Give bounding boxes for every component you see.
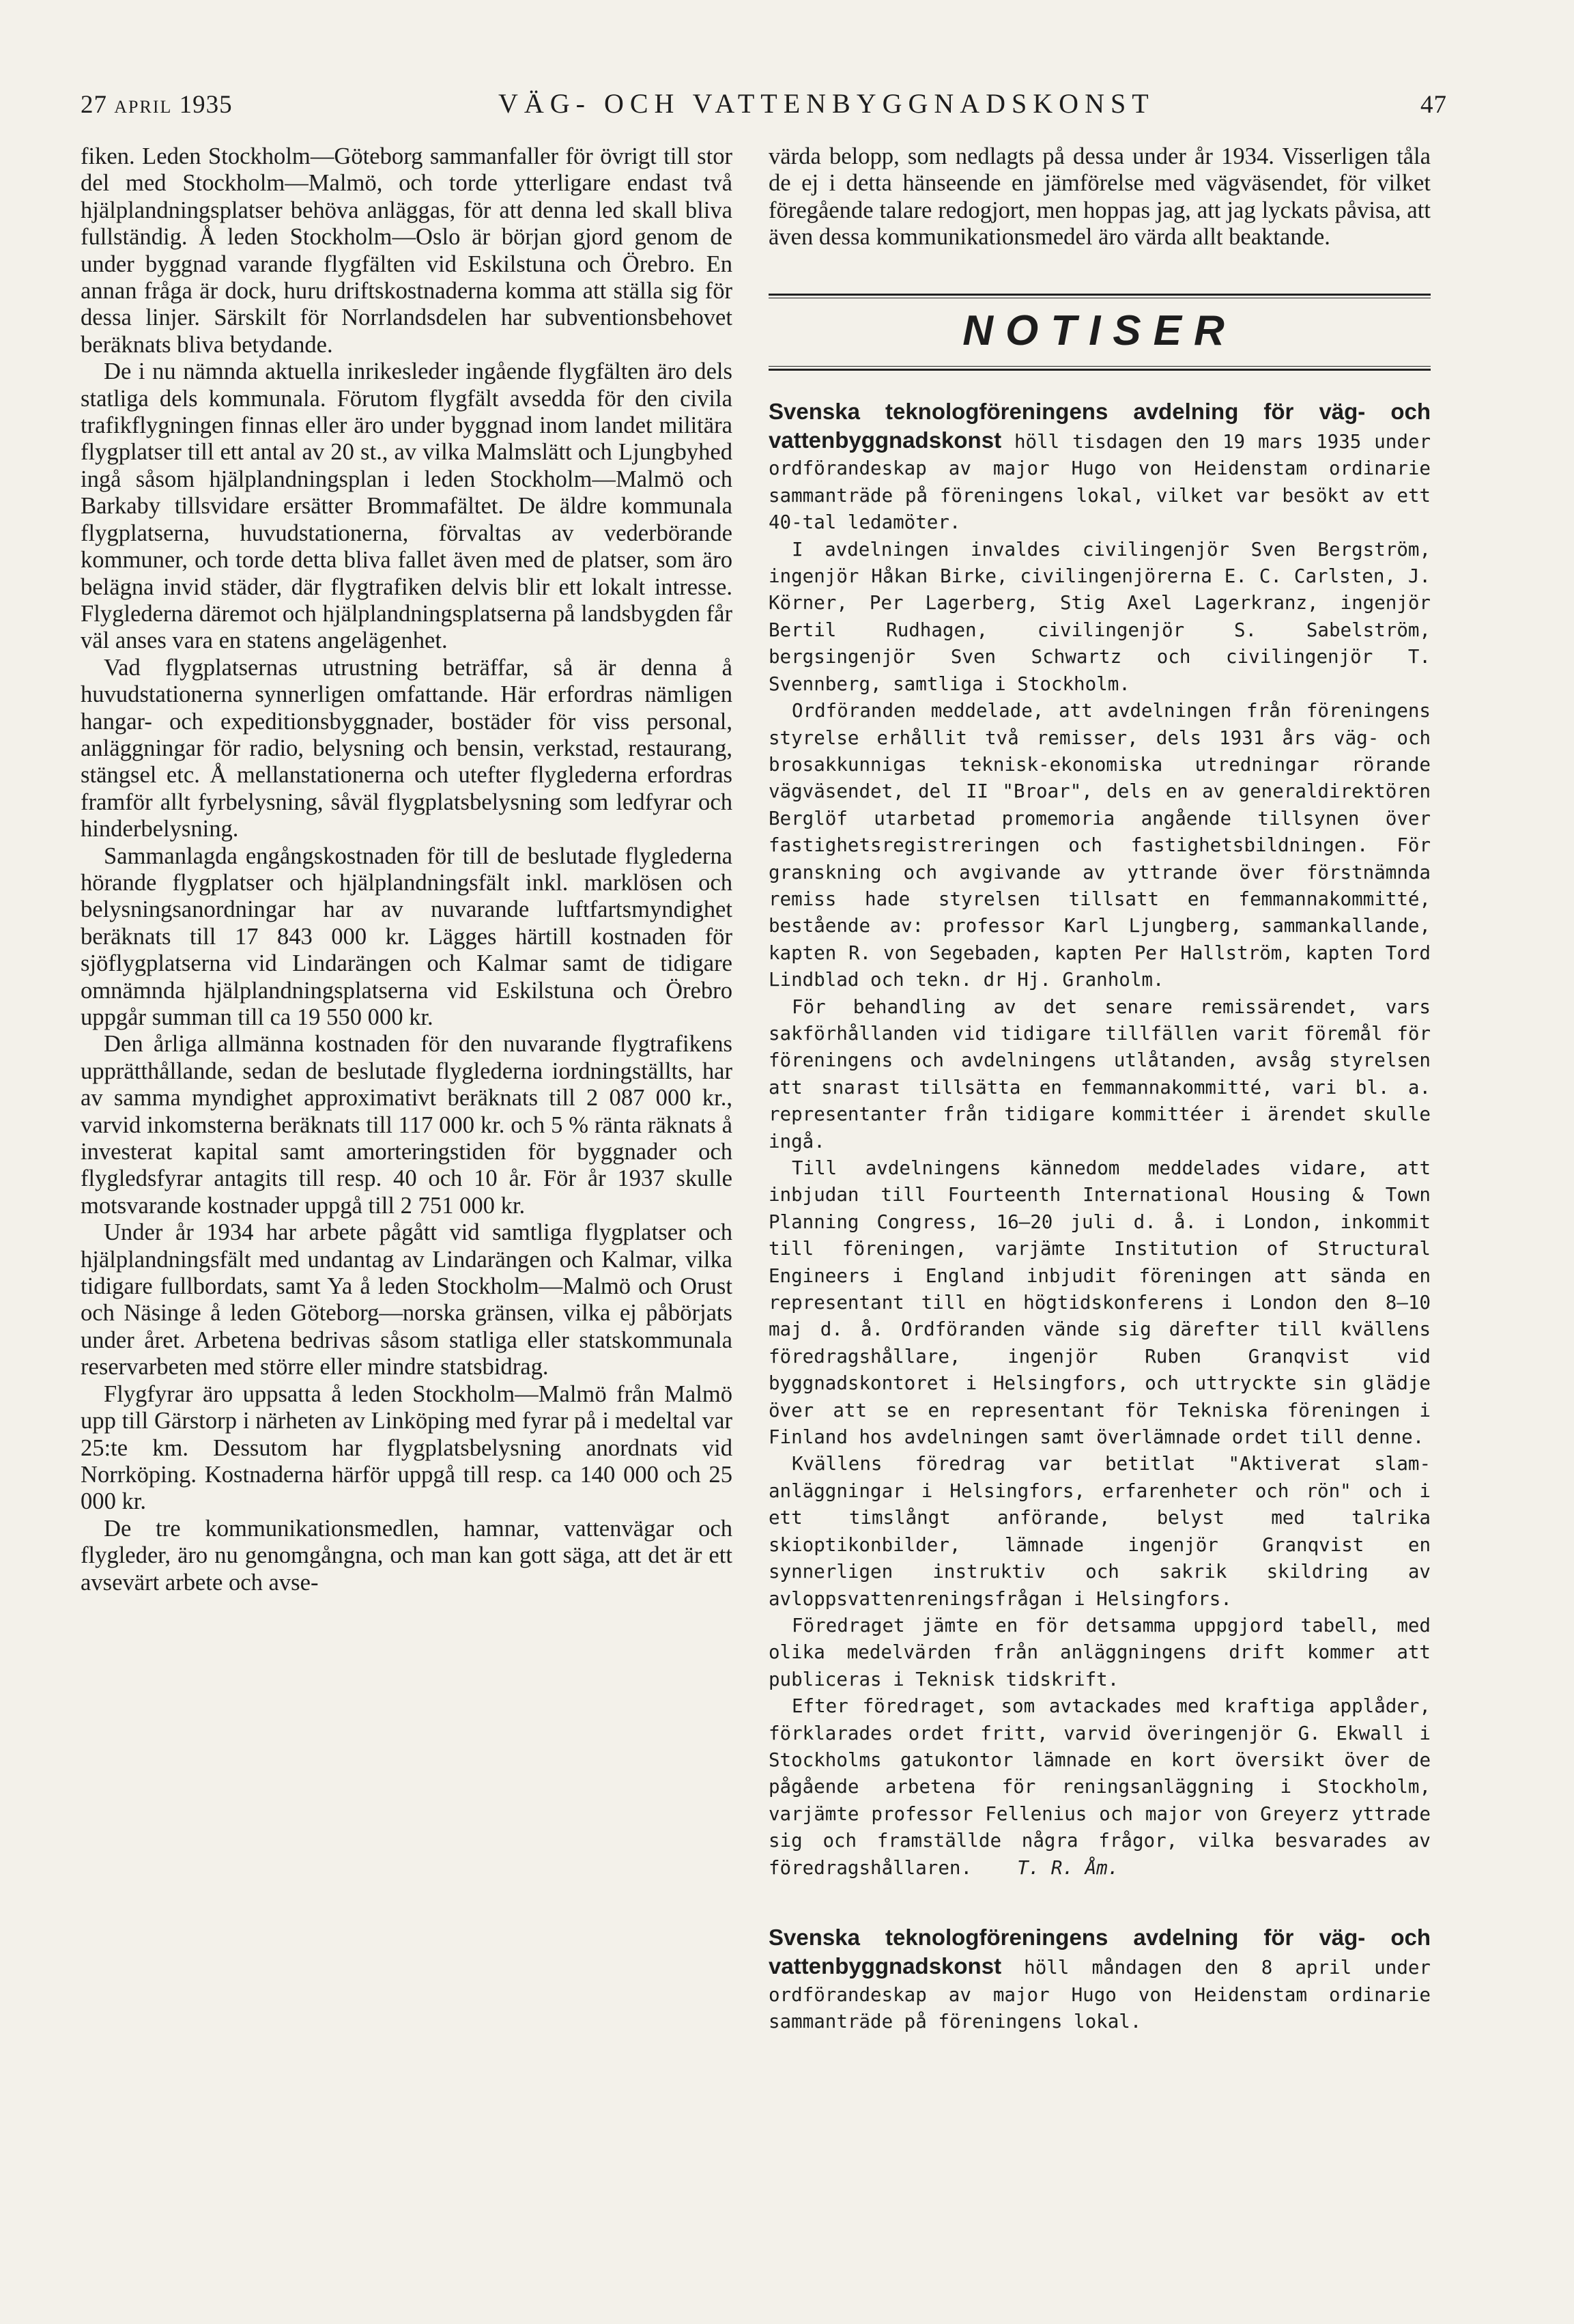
body-paragraph: Den årliga allmänna kostnaden för den nuvarande flygtrafikens upprätthållande, sedan de beslutade flyglederna iordningställts, har av samma myndighet approximativt beräknats till 2 087 000 kr., varvid inkomsterna beräknats till 117 000 kr. och 5 % ränta räknats å investerat kapital samt amorteringstiden för byggnader och flygledsfyrar antagits till resp. 40 och 10 år. För år 1937 skulle motsvarande kostnader uppgå till 2 751 000 kr.: [81, 1031, 732, 1219]
notice-paragraph: I avdelningen invaldes civilingenjör Sven Bergström, ingenjör Håkan Birke, civilingenjörerna E. C. Carlsten, J. Körner, Per Lagerberg, Stig Axel Lagerkranz, ingenjör Bertil Rudhagen, civilingenjör S. Sabelström, bergsingenjör Sven Schwartz och civilingenjör T. Svennberg, samtliga i Stockholm.: [769, 538, 1431, 695]
notice-paragraph: [769, 1693, 1431, 1882]
left-column: [81, 143, 732, 1596]
body-paragraph: fiken. Leden Stockholm—Göteborg sammanfaller för övrigt till stor del med Stockholm—Malmö, och torde ytterligare endast två hjälplandningsplatser behöva anläggas, för att denna led skall bliva fullständig. Å leden Stockholm—Oslo är början gjord genom de under byggnad varande flygfälten vid Eskilstuna och Örebro. En annan fråga är dock, huru driftskostnaderna komma att ställa sig för dessa linjer. Särskilt för Norrlandsdelen har subventionsbehovet beräknats bliva betydande.: [81, 143, 732, 358]
body-paragraph: Flygfyrar äro uppsatta å leden Stockholm—Malmö från Malmö upp till Gärstorp i närheten av Linköping med fyrar på i medeltal var 25:te km. Dessutom har flygplatsbelysning anordnats vid Norrköping. Kostnaderna härför uppgå till resp. ca 140 000 och 25 000 kr.: [81, 1380, 732, 1515]
divider: [769, 369, 1431, 371]
notice-1-lead: [769, 398, 1431, 537]
notice-paragraph: För behandling av det senare remissärendet, vars sakförhållanden vid tidigare tillfällen varit föremål för föreningens och avdelningens utlåtanden, avsåg styrelsen att snarast tillsätta en femmannakommitté, vari bl. a. representanter från tidigare kommittéer i ärendet skulle ingå.: [769, 995, 1431, 1152]
notice-paragraph: Till avdelningens kännedom meddelades vidare, att inbjudan till Fourteenth International Housing & Town Planning Congress, 16—20 juli d. å. i London, inkommit till föreningen, varjämte Institution of Structural Engineers i England inbjudit föreningen att sända en representant till en högtidskonferens i London den 8—10 maj d. å. Ordföranden vände sig därefter till kvällens föredragshållare, ingenjör Ruben Granqvist vid byggnadskontoret i Helsingfors, och uttryckte sin glädje över att se en representant för Tekniska föreningen i Finland hos avdelningen samt överlämnade ordet till denne.: [769, 1157, 1431, 1449]
notice-text: höll måndagen den 8 april under ordförandeskap av major Hugo von Heidenstam ordinarie sammanträde på föreningens lokal.: [769, 1957, 1431, 2033]
notice-text: höll tisdagen den 19 mars 1935 under ordförandeskap av major Hugo von Heidenstam ordinarie sammanträde på föreningens lokal, vilket var besökt av ett 40-tal ledamöter.: [769, 431, 1431, 534]
notice-paragraph: Kvällens föredrag var betitlat "Aktiverat slam-anläggningar i Helsingfors, erfarenheter och rön" och i ett timslångt anförande, belyst med talrika skioptikonbilder, lämnade ingenjör Granqvist en synnerligen instruktiv och sakrik skildring av avloppsvattenreningsfrågan i Helsingfors.: [769, 1453, 1431, 1610]
notice-text: Efter föredraget, som avtackades med kraftiga applåder, förklarades ordet fritt, varvid överingenjör G. Ekwall i Stockholms gatukontor lämnade en kort översikt över de pågående arbetena för reningsanläggning i Stockholm, varjämte professor Fellenius och major von Greyerz yttrade sig och framställde några frågor, vilka besvarades av föredragshållaren.: [769, 1695, 1431, 1879]
notiser-banner: [769, 294, 1431, 371]
body-paragraph: De i nu nämnda aktuella inrikesleder ingående flygfälten äro dels statliga dels kommunala. Förutom flygfält avsedda för den civila trafikflygningen finnas eller äro under byggnad inom landet militära flygplatser till ett antal av 20 st., av vilka Malmslätt och Ljungbyhed ingå såsom hjälplandningsplan i leden Stockholm—Malmö och Barkaby tillsvidare ersätter Brommafältet. De äldre kommunala flygplatserna, huvudstationerna, förvaltas av vederbörande kommuner, och torde detta bliva fallet även med de platser, som äro belägna invid städer, där flygtrafiken delvis blir ett lokalt intresse. Flyglederna däremot och hjälplandningsplatserna på landsbygden får väl anses vara en statens angelägenhet.: [81, 358, 732, 654]
notice-2-lead: [769, 1924, 1431, 2036]
body-paragraph: Vad flygplatsernas utrustning beträffar, så är denna å huvudstationerna synnerligen omfattande. Här erfordras nämligen hangar- och expeditionsbyggnader, bostäder för viss personal, anläggningar för radio, belysning och bensin, verkstad, restaurang, stängsel etc. Å mellanstationerna och utefter flyglederna erfordras framför allt fyrbelysning, såväl flygplatsbelysning som ledfyrar och hinderbelysning.: [81, 654, 732, 842]
journal-title: VÄG- OCH VATTENBYGGNADSKONST: [498, 88, 1155, 119]
notices: [769, 398, 1431, 2036]
right-column: [769, 143, 1431, 2036]
body-paragraph: Under år 1934 har arbete pågått vid samtliga flygplatser och hjälplandningsfält med undantag av Lindarängen och Kalmar, vilka tidigare fullbordats, samt Ya å leden Stockholm—Malmö och Orust och Näsinge å leden Göteborg—norska gränsen, vilka ej påbörjats under året. Arbetena bedrivas såsom statliga eller statskommunala reservarbeten med större eller mindre statsbidrag.: [81, 1219, 732, 1380]
date-month: APRIL: [114, 97, 173, 117]
notice-heading: Svenska teknologföreningens avdelning för väg- och vattenbyggnadskonst: [769, 1924, 1431, 1979]
date-day: 27: [81, 91, 107, 119]
notice-heading: Svenska teknologföreningens avdelning för väg- och vattenbyggnadskonst: [769, 398, 1431, 453]
issue-date: [81, 90, 233, 119]
divider: [769, 294, 1431, 296]
notice-paragraph: Föredraget jämte en för detsamma uppgjord tabell, med olika medelvärden från anläggningens drift kommer att publiceras i Teknisk tidskrift.: [769, 1614, 1431, 1690]
body-paragraph: Sammanlagda engångskostnaden för till de beslutade flyglederna hörande flygplatser och hjälplandningsfält inkl. marklösen och belysningsanordningar har av nuvarande luftfartsmyndighet beräknats till 17 843 000 kr. Lägges härtill kostnaden för sjöflygplatserna vid Lindarängen och Kalmar samt de tidigare omnämnda hjälplandningsplatserna vid Eskilstuna och Örebro uppgår summan till ca 19 550 000 kr.: [81, 842, 732, 1030]
divider: [769, 366, 1431, 367]
page-number: 47: [1420, 91, 1447, 119]
notice-paragraph: Ordföranden meddelade, att avdelningen från föreningens styrelse erhållit två remisser, dels 1931 års väg- och brosakkunnigas teknisk-ekonomiska utredningar rörande vägväsendet, del II "Broar", dels en av generaldirektören Berglöf utarbetad promemoria angående tillsynen över fastighetsregistreringen och fastighetsbildningen. För granskning och avgivande av yttrande över förstnämnda remiss hade styrelsen tillsatt en femmannakommitté, bestående av: professor Karl Ljungberg, sammankallande, kapten R. von Segebaden, kapten Per Hallström, kapten Tord Lindblad och tekn. dr Hj. Granholm.: [769, 700, 1431, 991]
date-year: 1935: [179, 91, 233, 119]
body-paragraph: värda belopp, som nedlagts på dessa under år 1934. Visserligen tåla de ej i detta hänseende en jämförelse med vägväsendet, för vilket föregående talare redogjort, men hoppas jag, att jag lyckats påvisa, att även dessa kommunikationsmedel äro värda allt beaktande.: [769, 143, 1431, 251]
section-title: NOTISER: [962, 307, 1237, 354]
signature: T. R. Åm.: [1017, 1856, 1119, 1879]
spacer: [769, 1882, 1431, 1924]
page-header: [81, 87, 1447, 128]
body-paragraph: De tre kommunikationsmedlen, hamnar, vattenvägar och flygleder, äro nu genomgångna, och man kan gott säga, att det är ett avsevärt arbete och avse-: [81, 1515, 732, 1596]
